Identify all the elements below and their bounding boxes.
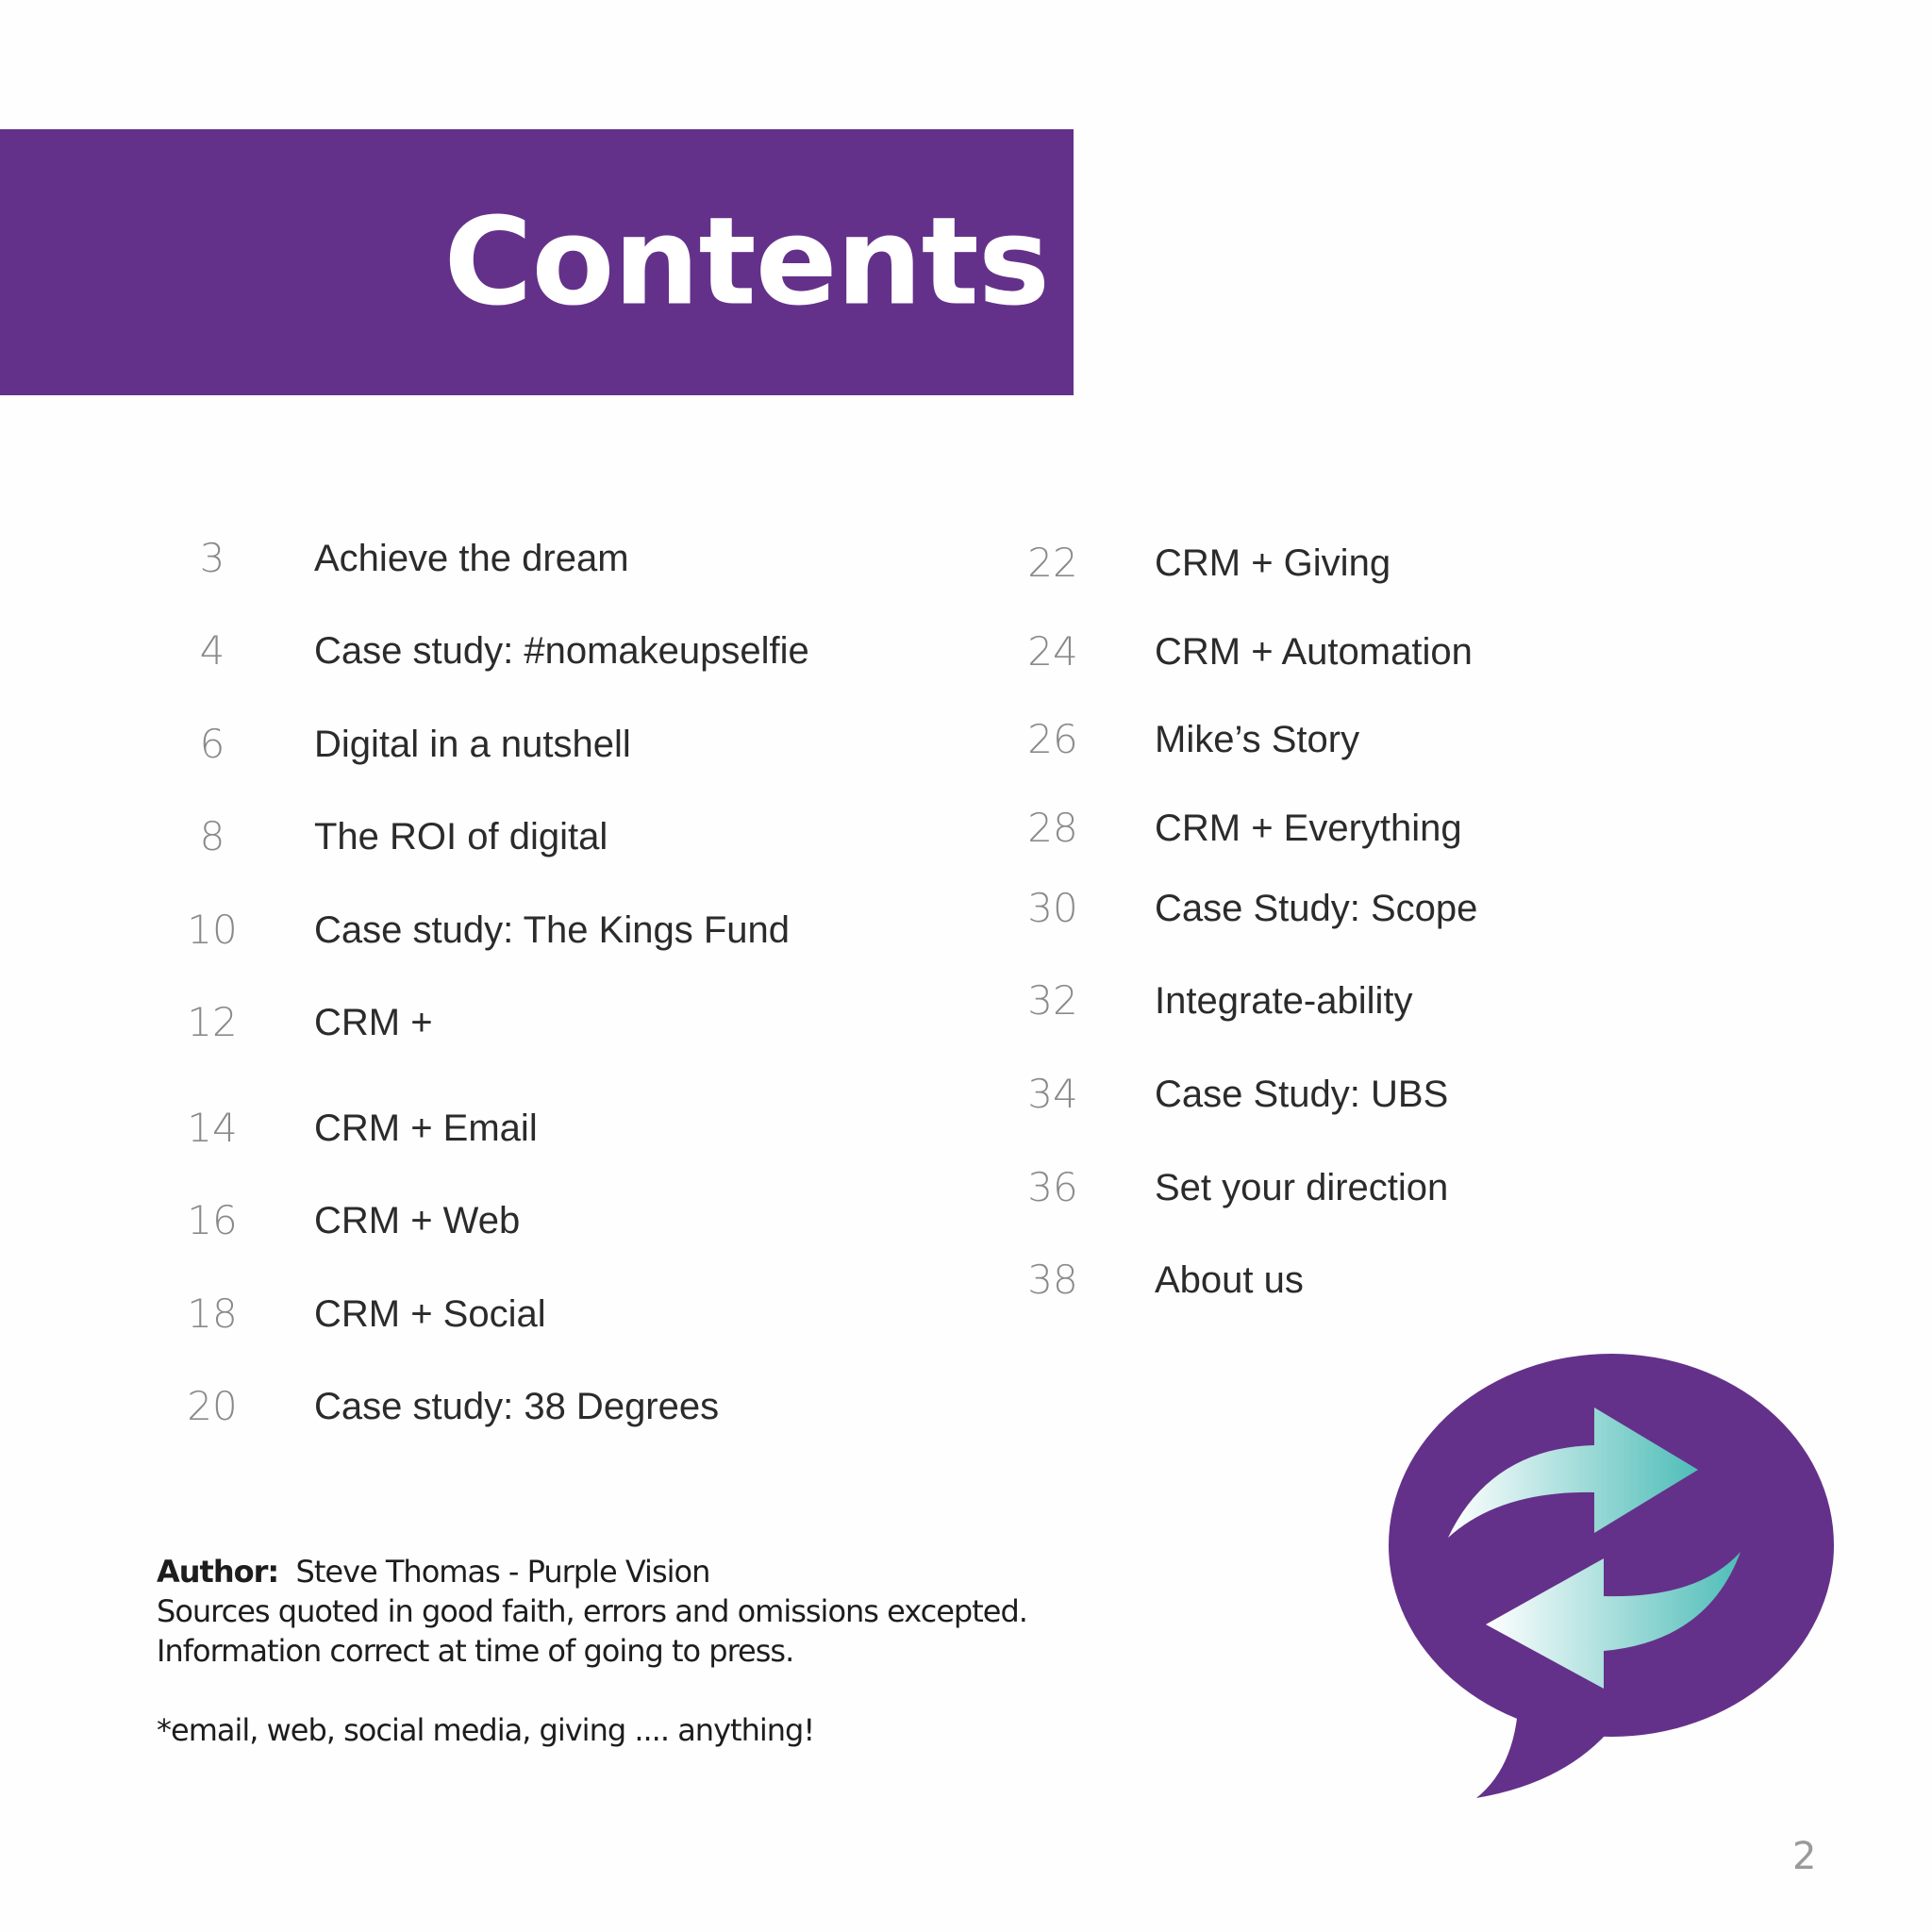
toc-page-number: 4 — [199, 627, 225, 674]
toc-entry-title: CRM + Social — [314, 1293, 546, 1335]
toc-entry-title: CRM + Giving — [1155, 542, 1391, 584]
toc-entry-title: CRM + Automation — [1155, 631, 1473, 673]
page-number: 2 — [1792, 1835, 1817, 1878]
toc-page-number: 10 — [187, 907, 238, 953]
author-name: Steve Thomas - Purple Vision — [295, 1554, 710, 1590]
disclaimer-sources: Sources quoted in good faith, errors and omissions excepted. — [157, 1593, 1027, 1629]
toc-page-number: 22 — [1027, 540, 1078, 586]
toc-page-number: 30 — [1027, 885, 1078, 931]
speech-bubble-sync-arrows-icon — [1377, 1349, 1840, 1802]
toc-page-number: 3 — [199, 535, 225, 581]
toc-entry-title: Case study: 38 Degrees — [314, 1386, 720, 1427]
page-title: Contents — [443, 192, 1049, 333]
disclaimer-date: Information correct at time of going to press. — [157, 1633, 794, 1669]
toc-page-number: 28 — [1027, 805, 1078, 851]
author-label: Author: — [157, 1554, 279, 1590]
contents-banner — [0, 129, 1074, 395]
author-line — [157, 1552, 1006, 1591]
toc-entry-title: Case study: The Kings Fund — [314, 909, 790, 951]
toc-entry-title: About us — [1155, 1259, 1304, 1301]
toc-page-number: 26 — [1027, 716, 1078, 762]
toc-page-number: 16 — [187, 1197, 238, 1243]
toc-page-number: 6 — [199, 721, 225, 767]
toc-page-number: 38 — [1027, 1257, 1078, 1303]
toc-entry-title: Mike’s Story — [1155, 719, 1360, 760]
toc-entry-title: Digital in a nutshell — [314, 724, 631, 765]
toc-page-number: 34 — [1027, 1071, 1078, 1117]
toc-page-number: 36 — [1027, 1164, 1078, 1210]
toc-entry-title: Case Study: UBS — [1155, 1074, 1449, 1115]
toc-entry-title: Integrate-ability — [1155, 980, 1413, 1022]
toc-page-number: 32 — [1027, 977, 1078, 1024]
toc-entry-title: CRM + — [314, 1002, 433, 1043]
toc-entry-title: Achieve the dream — [314, 538, 629, 579]
toc-entry-title: Case study: #nomakeupselfie — [314, 630, 809, 672]
footer-notes — [157, 1552, 1027, 1750]
toc-page-number: 14 — [187, 1105, 238, 1151]
toc-page-number: 24 — [1027, 628, 1078, 675]
toc-entry-title: CRM + Web — [314, 1200, 521, 1241]
toc-page-number: 20 — [187, 1383, 238, 1429]
toc-entry-title: CRM + Email — [314, 1108, 538, 1149]
toc-entry-title: CRM + Everything — [1155, 808, 1462, 849]
footnote: *email, web, social media, giving .... anything! — [157, 1712, 815, 1748]
toc-page-number: 18 — [187, 1291, 238, 1337]
toc-page-number: 12 — [187, 999, 238, 1045]
toc-page-number: 8 — [199, 813, 225, 859]
toc-entry-title: Set your direction — [1155, 1167, 1449, 1208]
toc-entry-title: The ROI of digital — [314, 816, 608, 858]
toc-entry-title: Case Study: Scope — [1155, 888, 1478, 929]
